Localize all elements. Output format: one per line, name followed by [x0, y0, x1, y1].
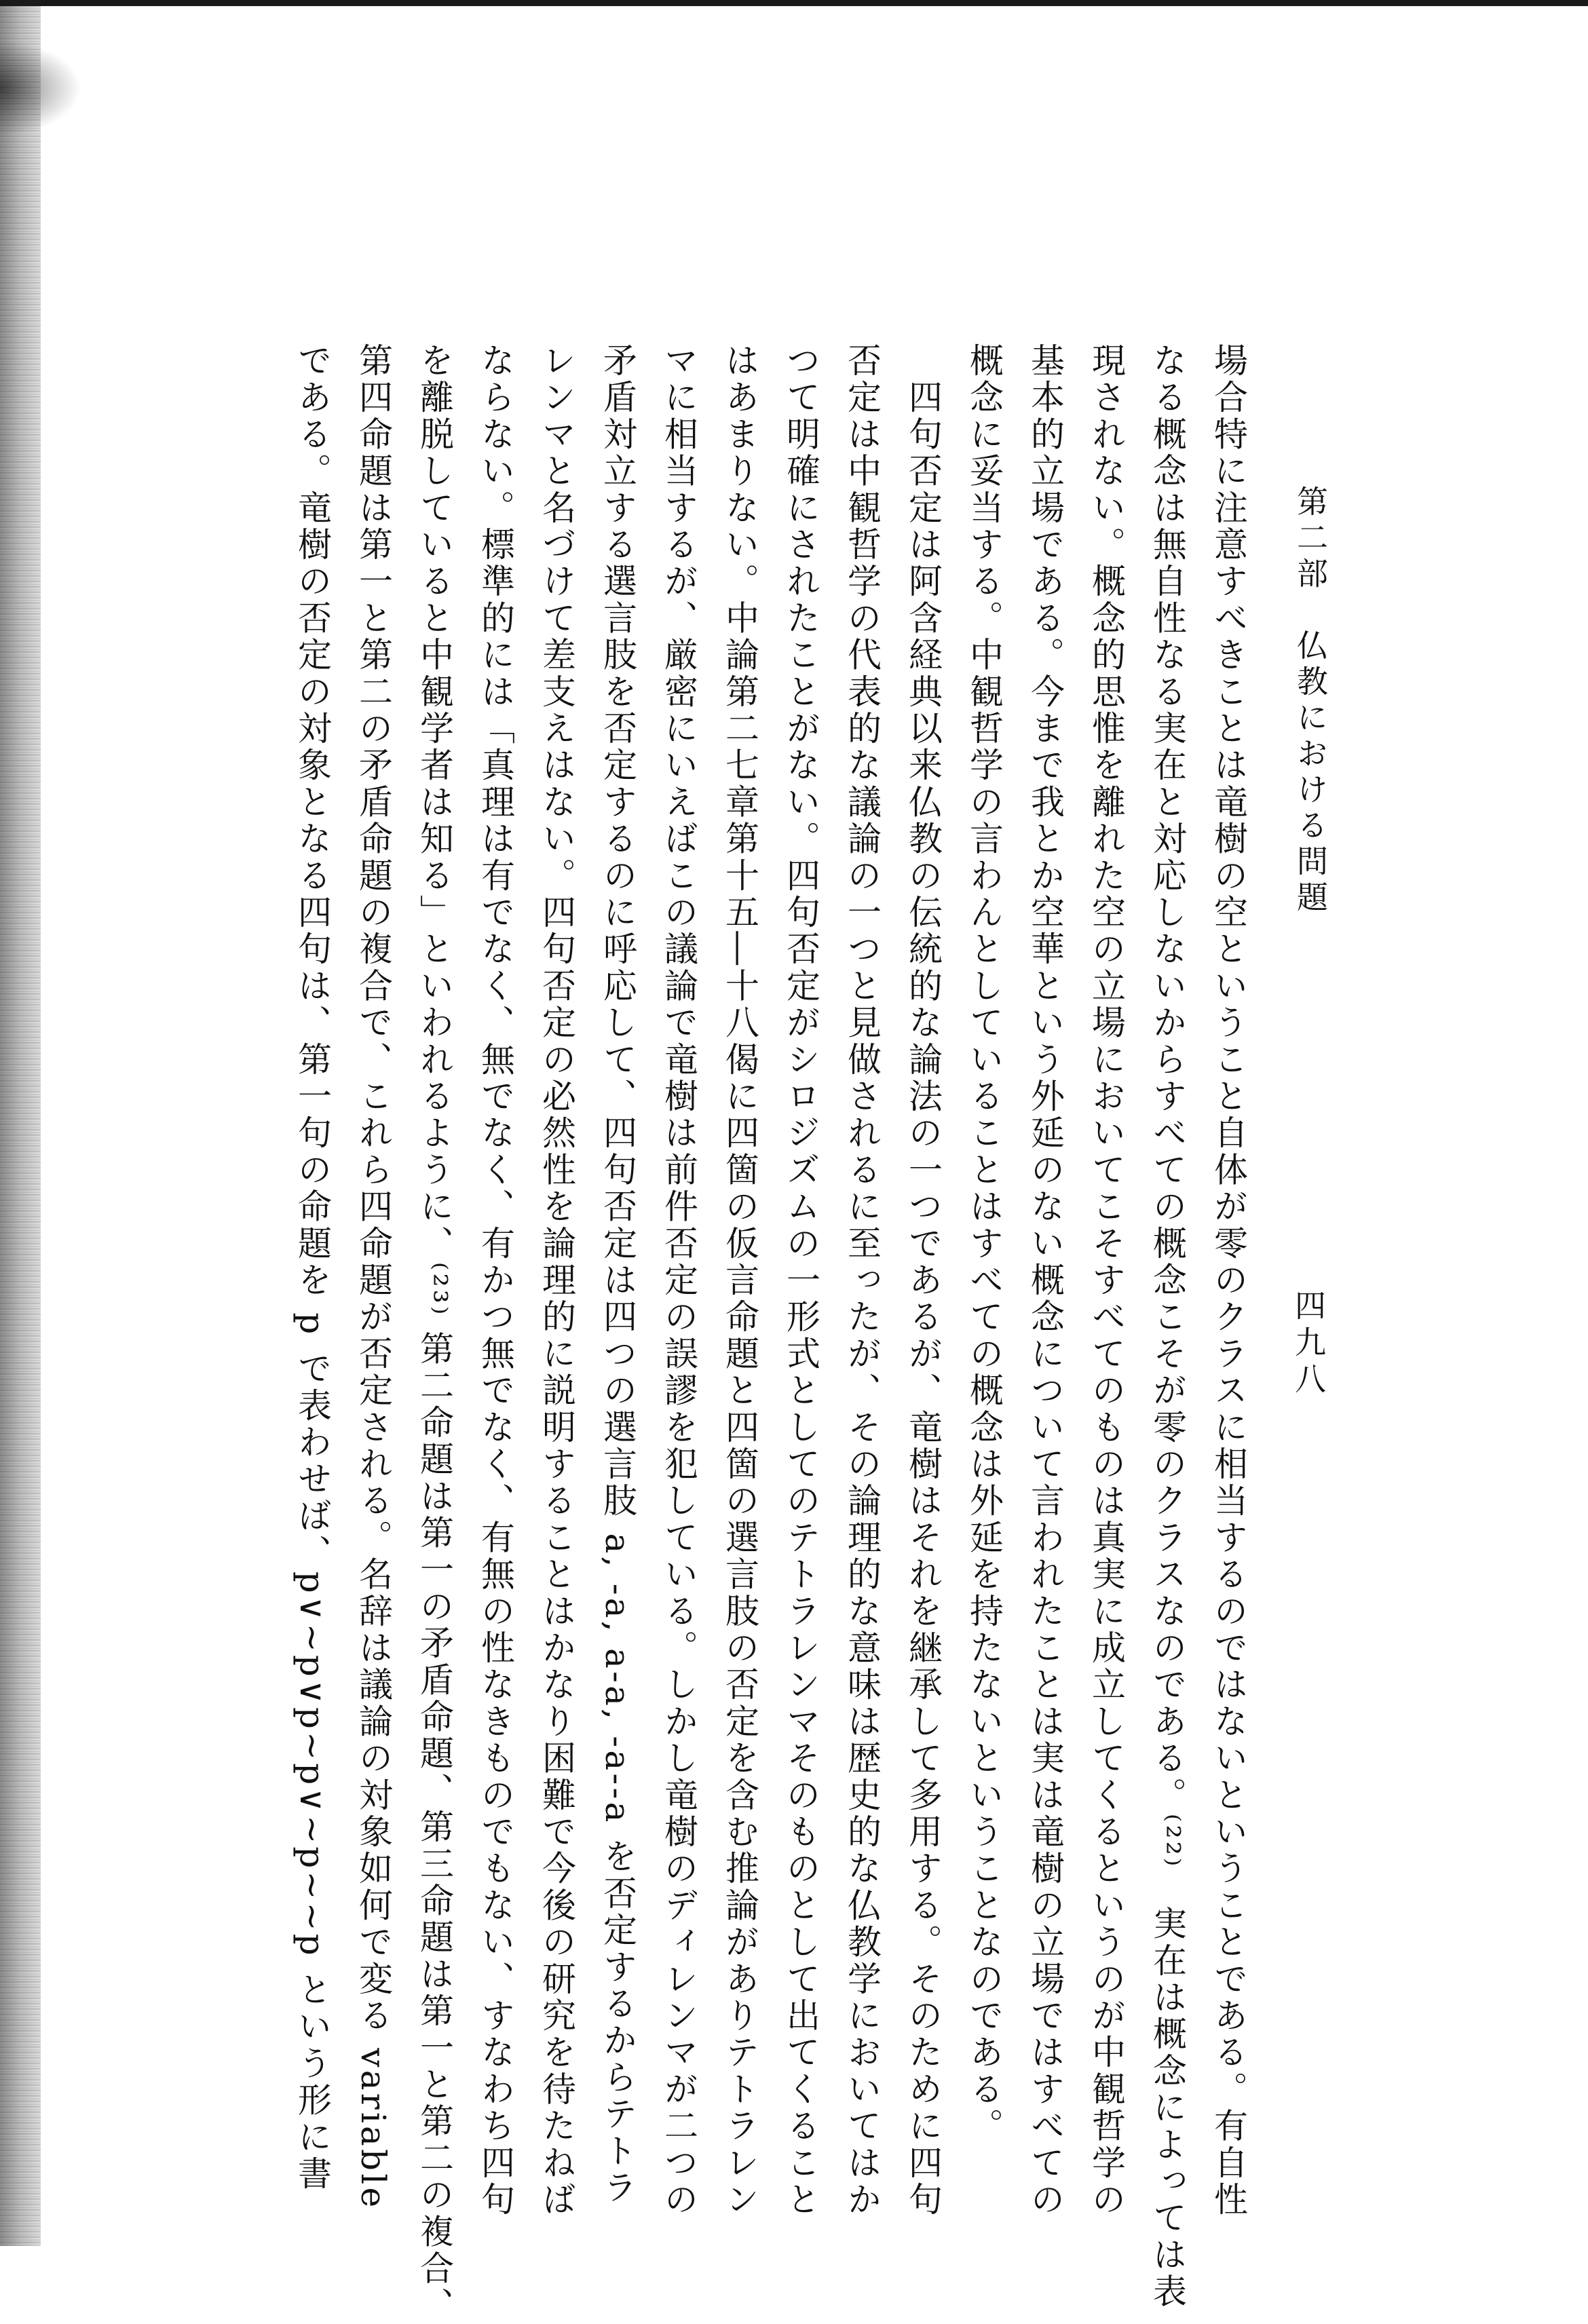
text-line: 矛盾対立する選言肢を否定するのに呼応して、四句否定は四つの選言肢 a, -a, a-a, -a--a を否定するからテトラ	[598, 343, 637, 2207]
text-line: マに相当するが、厳密にいえばこの議論で竜樹は前件否定の誤謬を犯している。しかし竜樹のディレンマが二つの	[659, 343, 698, 2219]
text-line: 第四命題は第一と第二の矛盾命題の複合で、これら四命題が否定される。名辞は議論の対象如何で変る variable	[354, 343, 393, 2211]
text-line: ならない。標準的には「真理は有でなく、無でなく、有かつ無でなく、有無の性なきものでもない、すなわち四句	[476, 343, 515, 2219]
page-number: 四九八	[1290, 1289, 1327, 1399]
text-line: 概念に妥当する。中観哲学の言わんとしていることはすべての概念は外延を持たないということなのである。	[964, 343, 1004, 2145]
scan-shadow	[0, 41, 81, 136]
text-line: はあまりない。中論第二七章第十五―十八偈に四箇の仮言命題と四箇の選言肢の否定を含む推論がありテトラレン	[720, 343, 759, 2219]
text-line: 否定は中観哲学の代表的な議論の一つと見做されるに至ったが、その論理的な意味は歴史的な仏教学においてはか	[842, 343, 882, 2219]
scan-left-edge	[0, 6, 41, 2246]
text-line: である。竜樹の否定の対象となる四句は、第一句の命題を p で表わせば、p∨~p∨p~p∨~p~~p という形に書	[292, 343, 332, 2193]
text-line: を離脱していると中観学者は知る」といわれるように、⁽²³⁾ 第二命題は第一の矛盾命題、第三命題は第一と第二の複合、	[415, 343, 454, 2324]
text-line: 基本的立場である。今まで我とか空華という外延のない概念について言われたことは実は竜樹の立場ではすべての	[1025, 343, 1065, 2219]
text-line: 四句否定は阿含経典以来仏教の伝統的な論法の一つであるが、竜樹はそれを継承して多用する。そのために四句	[903, 343, 943, 2219]
text-line: 場合特に注意すべきことは竜樹の空ということ自体が零のクラスに相当するのではないということである。有自性	[1209, 343, 1248, 2219]
scan-top-edge	[0, 0, 1588, 6]
text-line: レンマと名づけて差支えはない。四句否定の必然性を論理的に説明することはかなり困難で今後の研究を待たねば	[537, 343, 576, 2219]
running-header: 第二部 仏教における問題	[1292, 485, 1329, 917]
text-line: 現されない。概念的思惟を離れた空の立場においてこそすべてのものは真実に成立してくるというのが中観哲学の	[1086, 343, 1126, 2219]
text-line: なる概念は無自性なる実在と対応しないからすべての概念こそが零のクラスなのである。⁽²²⁾ 実在は概念によっては表	[1148, 343, 1187, 2310]
text-line: つて明確にされたことがない。四句否定がシロジズムの一形式としてのテトラレンマそのものとして出てくること	[781, 343, 820, 2219]
